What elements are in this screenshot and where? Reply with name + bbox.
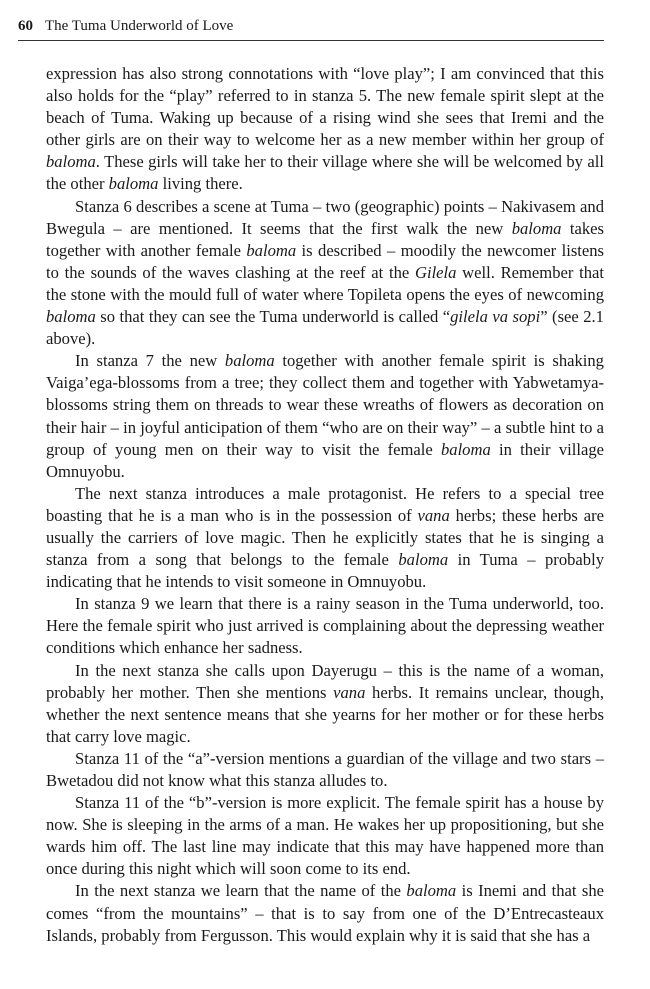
paragraph [46,748,604,792]
italic-term: baloma [511,218,562,238]
italic-term: vana [417,505,450,525]
text-run: Stanza 11 of the “b”-version is more explicit. The female spirit has a house by now. She is sleeping in the arms of a man. He wakes her up propositioning, but she wards him off. The last line may indicate that this may have happened more than once during this night which will soon come to its end. [46,793,604,879]
italic-term: baloma [46,307,96,327]
text-run: in their village Omnuyobu. [46,439,604,481]
paragraph [46,792,604,880]
italic-term: baloma [108,174,159,194]
paragraph [46,593,604,659]
text-run: is Inemi and that she comes “from the mountains” – that is to say from one of the D’Entrecasteaux Islands, probably from Fergusson. This would explain why it is said that she has a [46,881,605,945]
paragraph [46,660,604,748]
paragraph [46,63,604,196]
text-run: in Tuma – probably indicating that he intends to visit someone in Omnuyobu. [46,550,604,592]
text-run: ” (see 2.1 above). [46,307,604,349]
italic-term: baloma [246,240,297,260]
text-run: The next stanza introduces a male protagonist. He refers to a special tree boasting that he is a man who is in the possession of [46,483,604,525]
italic-term: baloma [224,351,275,371]
text-run: so that they can see the Tuma underworld is called “ [95,307,451,327]
text-run: living there. [158,174,243,194]
text-run: In the next stanza we learn that the name of the [75,881,407,901]
italic-term: Gilela [414,262,457,282]
italic-term: vana [333,682,366,702]
text-run: together with another female spirit is shaking Vaiga’ega-blossoms from a tree; they collect them and together with Yabwetamya-blossoms string them on threads to wear these wreaths of flowers as decoration on their hair – in joyful anticipation of them “who are on their way” – a subtle hint to a group of young men on their way to visit the female [46,351,604,459]
text-run: is described – moodily the newcomer listens to the sounds of the waves clashing at the reef at the [46,240,605,282]
text-run: herbs. It remains unclear, though, whether the next sentence means that she yearns for her mother or for these herbs that carry love magic. [46,682,604,746]
text-run: well. Remember that the stone with the mould full of water where Topileta opens the eyes of newcoming [46,262,604,304]
paragraph [46,483,604,593]
body-text [46,63,604,947]
italic-term: baloma [46,152,96,172]
italic-term: gilela va sopi [450,307,541,327]
paragraph [46,350,604,483]
text-run: expression has also strong connotations with “love play”; I am convinced that this also holds for the “play” referred to in stanza 5. The new female spirit slept at the beach of Tuma. Waking up because of a rising wind she sees that Iremi and the other girls are on their way to welcome her as a new member within her group of [46,64,604,150]
running-title: The Tuma Underworld of Love [45,18,234,34]
italic-term: baloma [398,550,449,570]
text-run: takes together with another female [46,218,604,260]
text-run: . These girls will take her to their village where she will be welcomed by all the other [46,152,604,194]
text-run: Stanza 6 describes a scene at Tuma – two (geographic) points – Nakivasem and Bwegula – are mentioned. It seems that the first walk the new [46,196,604,238]
paragraph [46,196,604,351]
running-header [18,12,604,41]
text-run: In stanza 9 we learn that there is a rainy season in the Tuma underworld, too. Here the female spirit who just arrived is complaining about the depressing weather conditions which enhance her sadness. [46,594,604,658]
italic-term: baloma [440,439,491,459]
page-number: 60 [18,18,33,34]
text-run: In stanza 7 the new [75,351,225,371]
text-run: Stanza 11 of the “a”-version mentions a guardian of the village and two stars – Bwetadou did not know what this stanza alludes to. [46,748,604,790]
italic-term: baloma [406,881,457,901]
text-run: herbs; these herbs are usually the carriers of love magic. Then he explicitly states that he is singing a stanza from a song that belongs to the female [46,505,604,570]
text-run: In the next stanza she calls upon Dayerugu – this is the name of a woman, probably her mother. Then she mentions [46,660,604,702]
paragraph [46,880,604,946]
